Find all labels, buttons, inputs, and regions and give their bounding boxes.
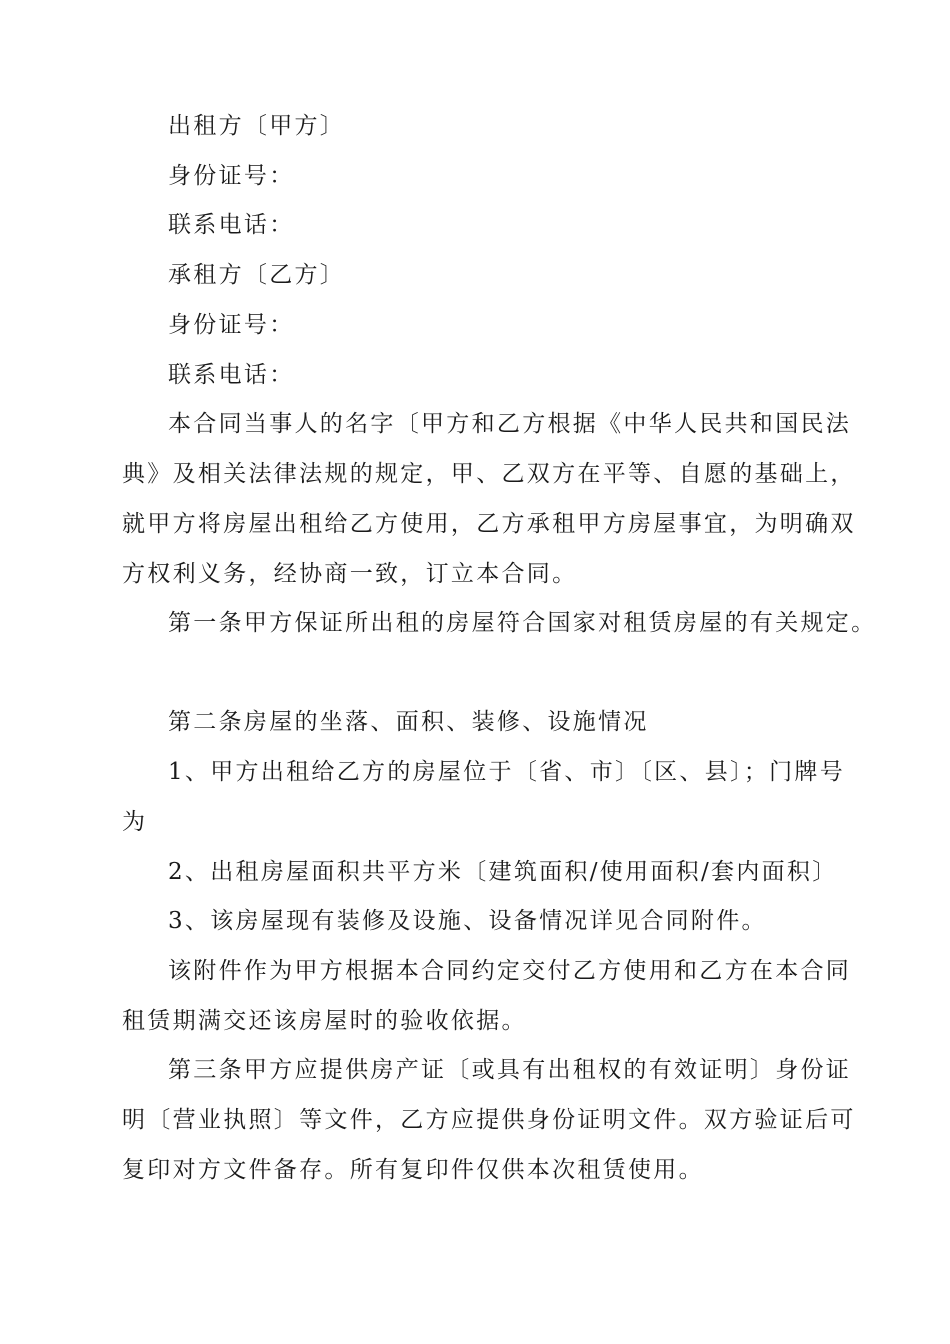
article-2-item-1-line-2: 为 xyxy=(122,809,148,835)
lessor-label: 出租方〔甲方〕 xyxy=(168,113,346,139)
article-3-line-2: 明〔营业执照〕等文件，乙方应提供身份证明文件。双方验证后可 xyxy=(122,1107,856,1133)
article-3-line-3: 复印对方文件备存。所有复印件仅供本次租赁使用。 xyxy=(122,1157,704,1183)
lessor-id-label: 身份证号： xyxy=(168,163,295,189)
attachment-note-line-2: 租赁期满交还该房屋时的验收依据。 xyxy=(122,1008,527,1034)
lessor-phone-label: 联系电话： xyxy=(168,212,295,238)
article-1: 第一条甲方保证所出租的房屋符合国家对租赁房屋的有关规定。 xyxy=(168,610,877,636)
article-3-line-1: 第三条甲方应提供房产证〔或具有出租权的有效证明〕身份证 xyxy=(168,1057,852,1083)
article-2-heading: 第二条房屋的坐落、面积、装修、设施情况 xyxy=(168,709,649,735)
lessee-phone-label: 联系电话： xyxy=(168,362,295,388)
preamble-line-3: 就甲方将房屋出租给乙方使用，乙方承租甲方房屋事宜，为明确双 xyxy=(122,511,856,537)
article-2-item-3: 3、该房屋现有装修及设施、设备情况详见合同附件。 xyxy=(168,908,767,934)
lessee-id-label: 身份证号： xyxy=(168,312,295,338)
preamble-line-1: 本合同当事人的名字〔甲方和乙方根据《中华人民共和国民法 xyxy=(168,411,852,437)
article-2-item-1-line-1: 1、甲方出租给乙方的房屋位于〔省、市〕〔区、县〕；门牌号 xyxy=(168,759,846,785)
lessee-label: 承租方〔乙方〕 xyxy=(168,262,346,288)
preamble-line-2: 典》及相关法律法规的规定，甲、乙双方在平等、自愿的基础上， xyxy=(122,461,856,487)
attachment-note-line-1: 该附件作为甲方根据本合同约定交付乙方使用和乙方在本合同 xyxy=(168,958,852,984)
article-2-item-2: 2、出租房屋面积共平方米〔建筑面积/使用面积/套内面积〕 xyxy=(168,859,838,885)
preamble-line-4: 方权利义务，经协商一致，订立本合同。 xyxy=(122,561,578,587)
